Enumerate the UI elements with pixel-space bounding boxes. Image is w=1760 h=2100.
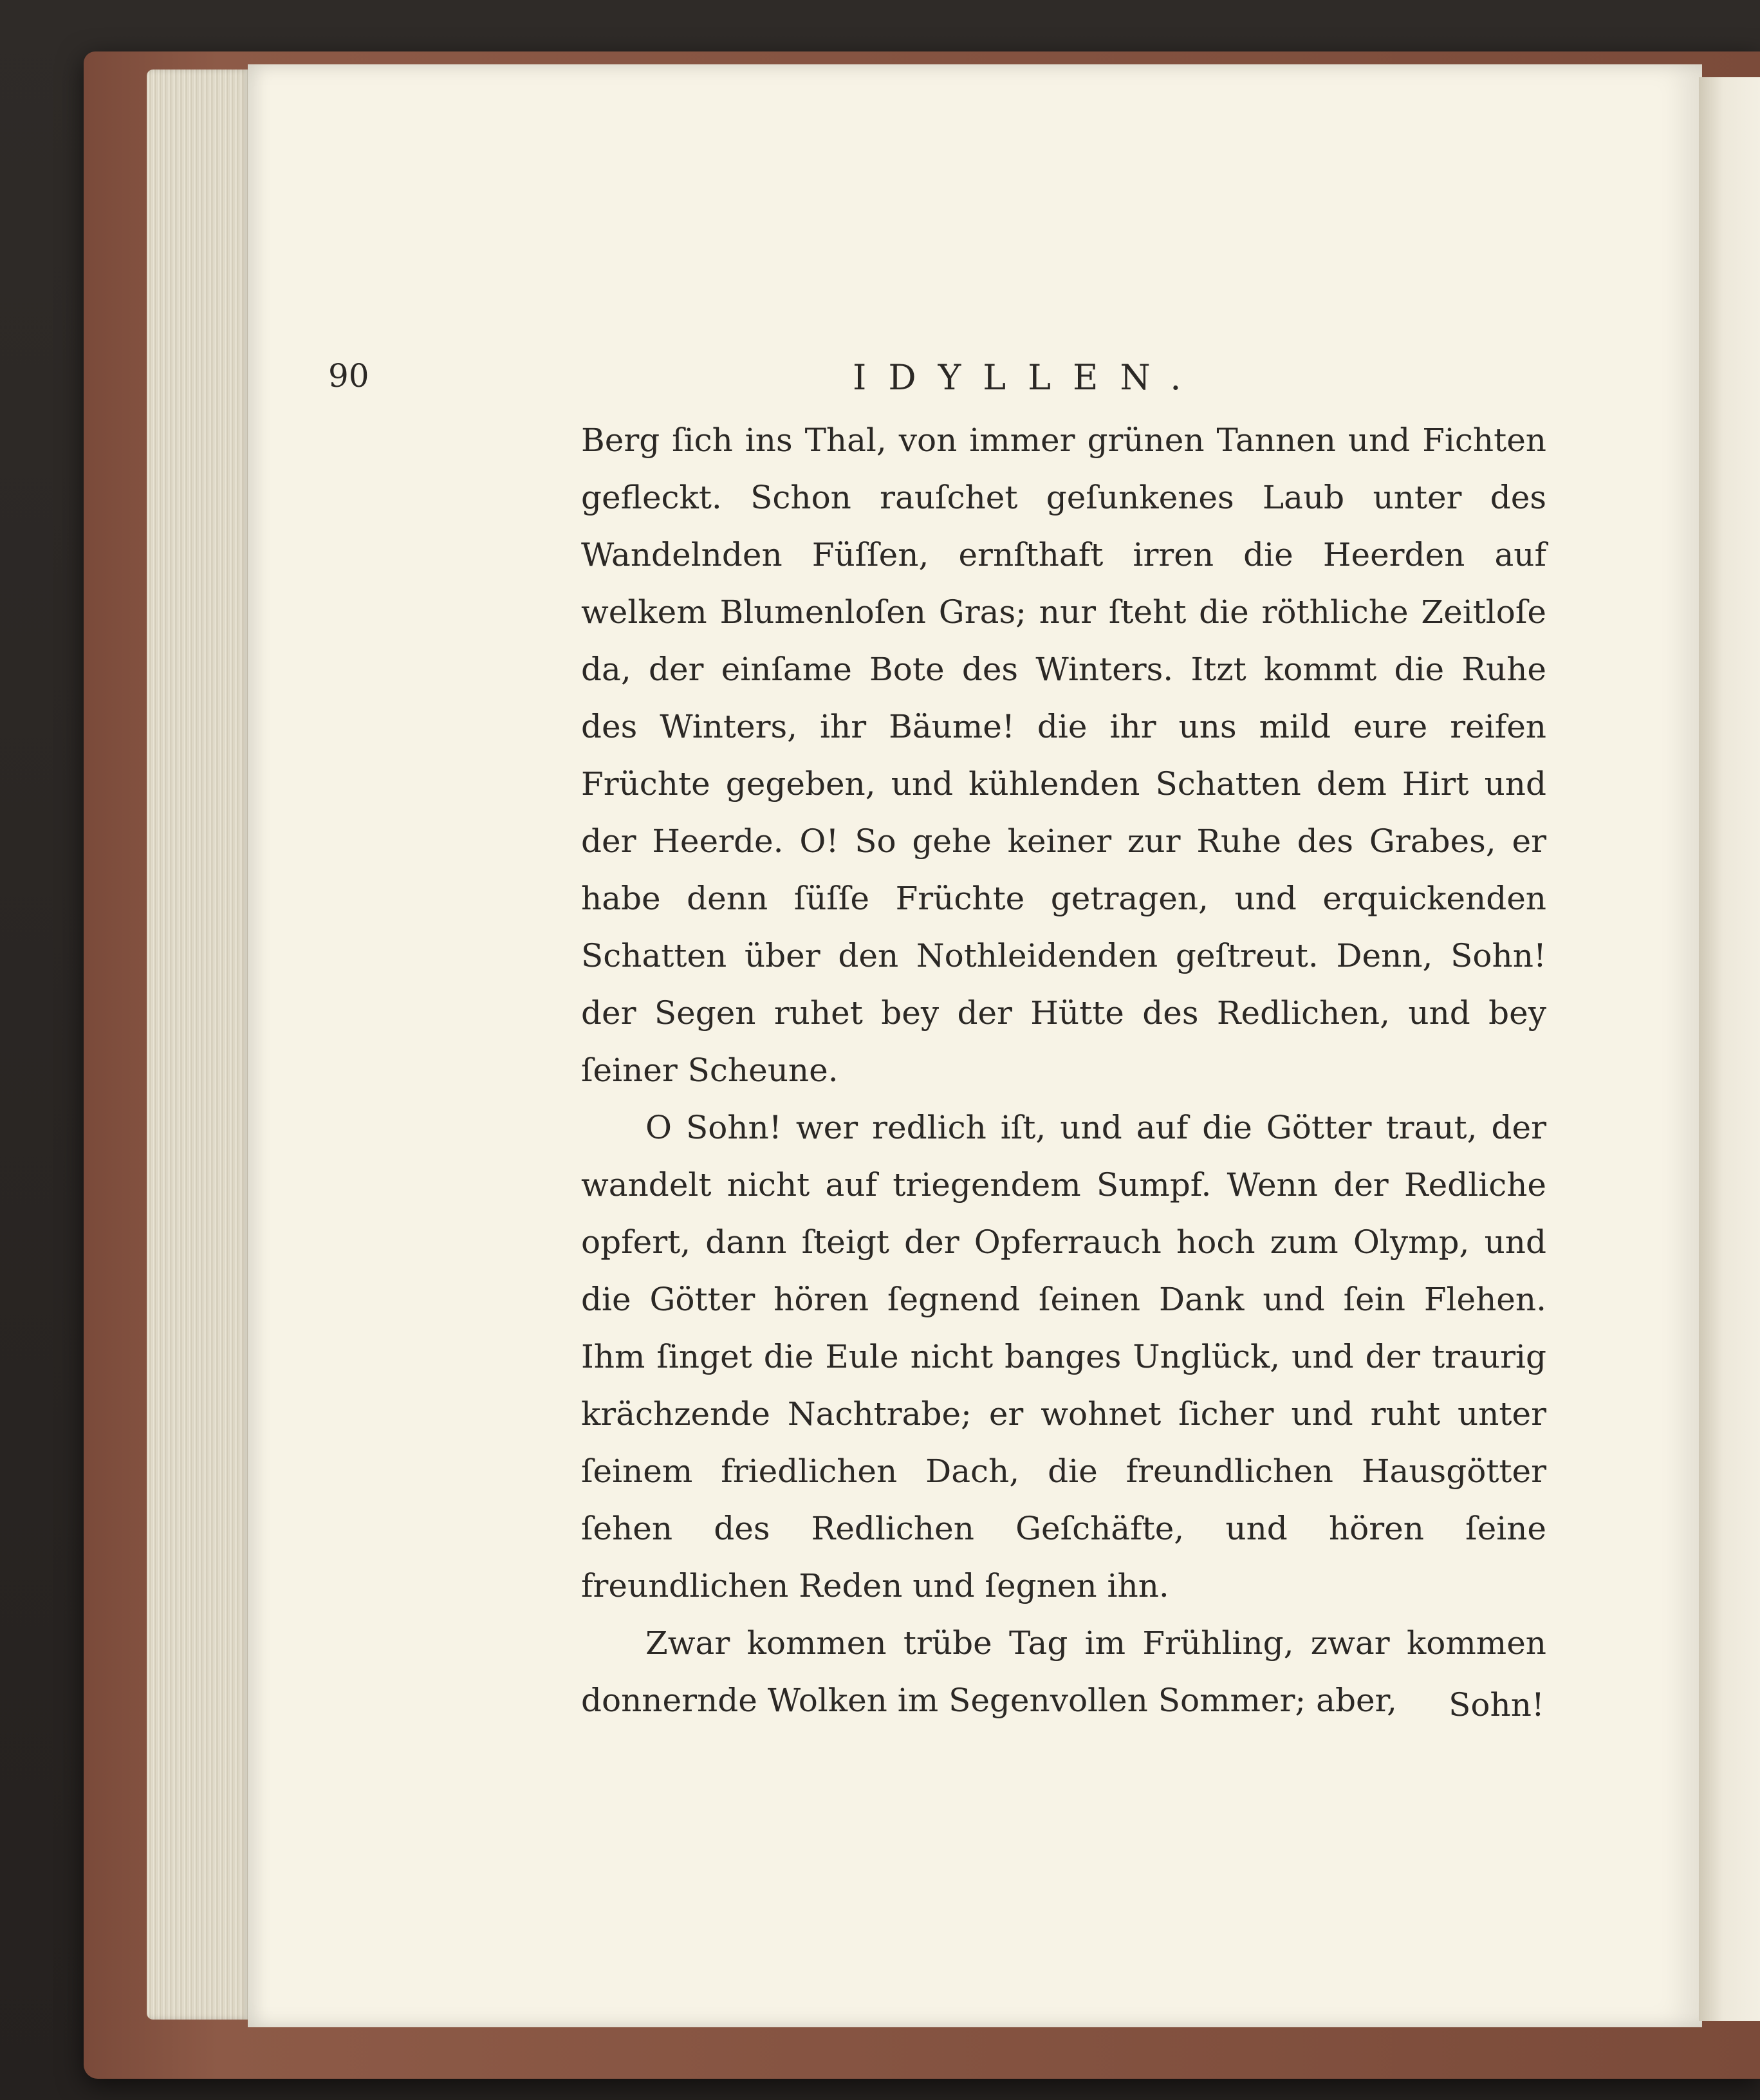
paragraph-1: Berg ſich ins Thal, von immer grünen Tannen und Fichten gefleckt. Schon rauſchet geſunkenes Laub unter des Wandelnden Füſſen, ernſthaft irren die Heerden auf welkem Blumenloſen Gras; nur ſteht die röthliche Zeitloſe da, der einſame Bote des Winters. Itzt kommt die Ruhe des Winters, ihr Bäume! die ihr uns mild eure reifen Früchte gegeben, und kühlenden Schatten dem Hirt und der Heerde. O! So gehe keiner zur Ruhe des Grabes, er habe denn ſüſſe Früchte getragen, und erquickenden Schatten über den Nothleidenden geſtreut. Denn, Sohn! der Segen ruhet bey der Hütte des Redlichen, und bey ſeiner Scheune. — [581, 422, 1546, 1089]
page-edges — [147, 70, 250, 2020]
catchword: Sohn! — [1449, 1686, 1544, 1724]
running-head — [328, 357, 1454, 415]
facing-page-edge — [1699, 77, 1760, 2021]
paragraph-3: Zwar kommen trübe Tag im Frühling, zwar kommen donnernde Wolken im Segenvollen Sommer; aber, — [581, 1624, 1546, 1719]
body-text — [581, 412, 1546, 1729]
page-number: 90 — [328, 357, 369, 395]
paragraph-2: O Sohn! wer redlich iſt, und auf die Götter traut, der wandelt nicht auf triegendem Sumpf. Wenn der Redliche opfert, dann ſteigt der Opferrauch hoch zum Olymp, und die Götter hören ſegnend ſeinen Dank und ſein Flehen. Ihm ſinget die Eule nicht banges Unglück, und der traurig krächzende Nachtrabe; er wohnet ſicher und ruht unter ſeinem friedlichen Dach, die freundlichen Hausgötter ſehen des Redlichen Geſchäfte, und hören ſeine freundlichen Reden und ſegnen ihn. — [581, 1109, 1546, 1604]
running-title: IDYLLEN. — [853, 357, 1203, 398]
